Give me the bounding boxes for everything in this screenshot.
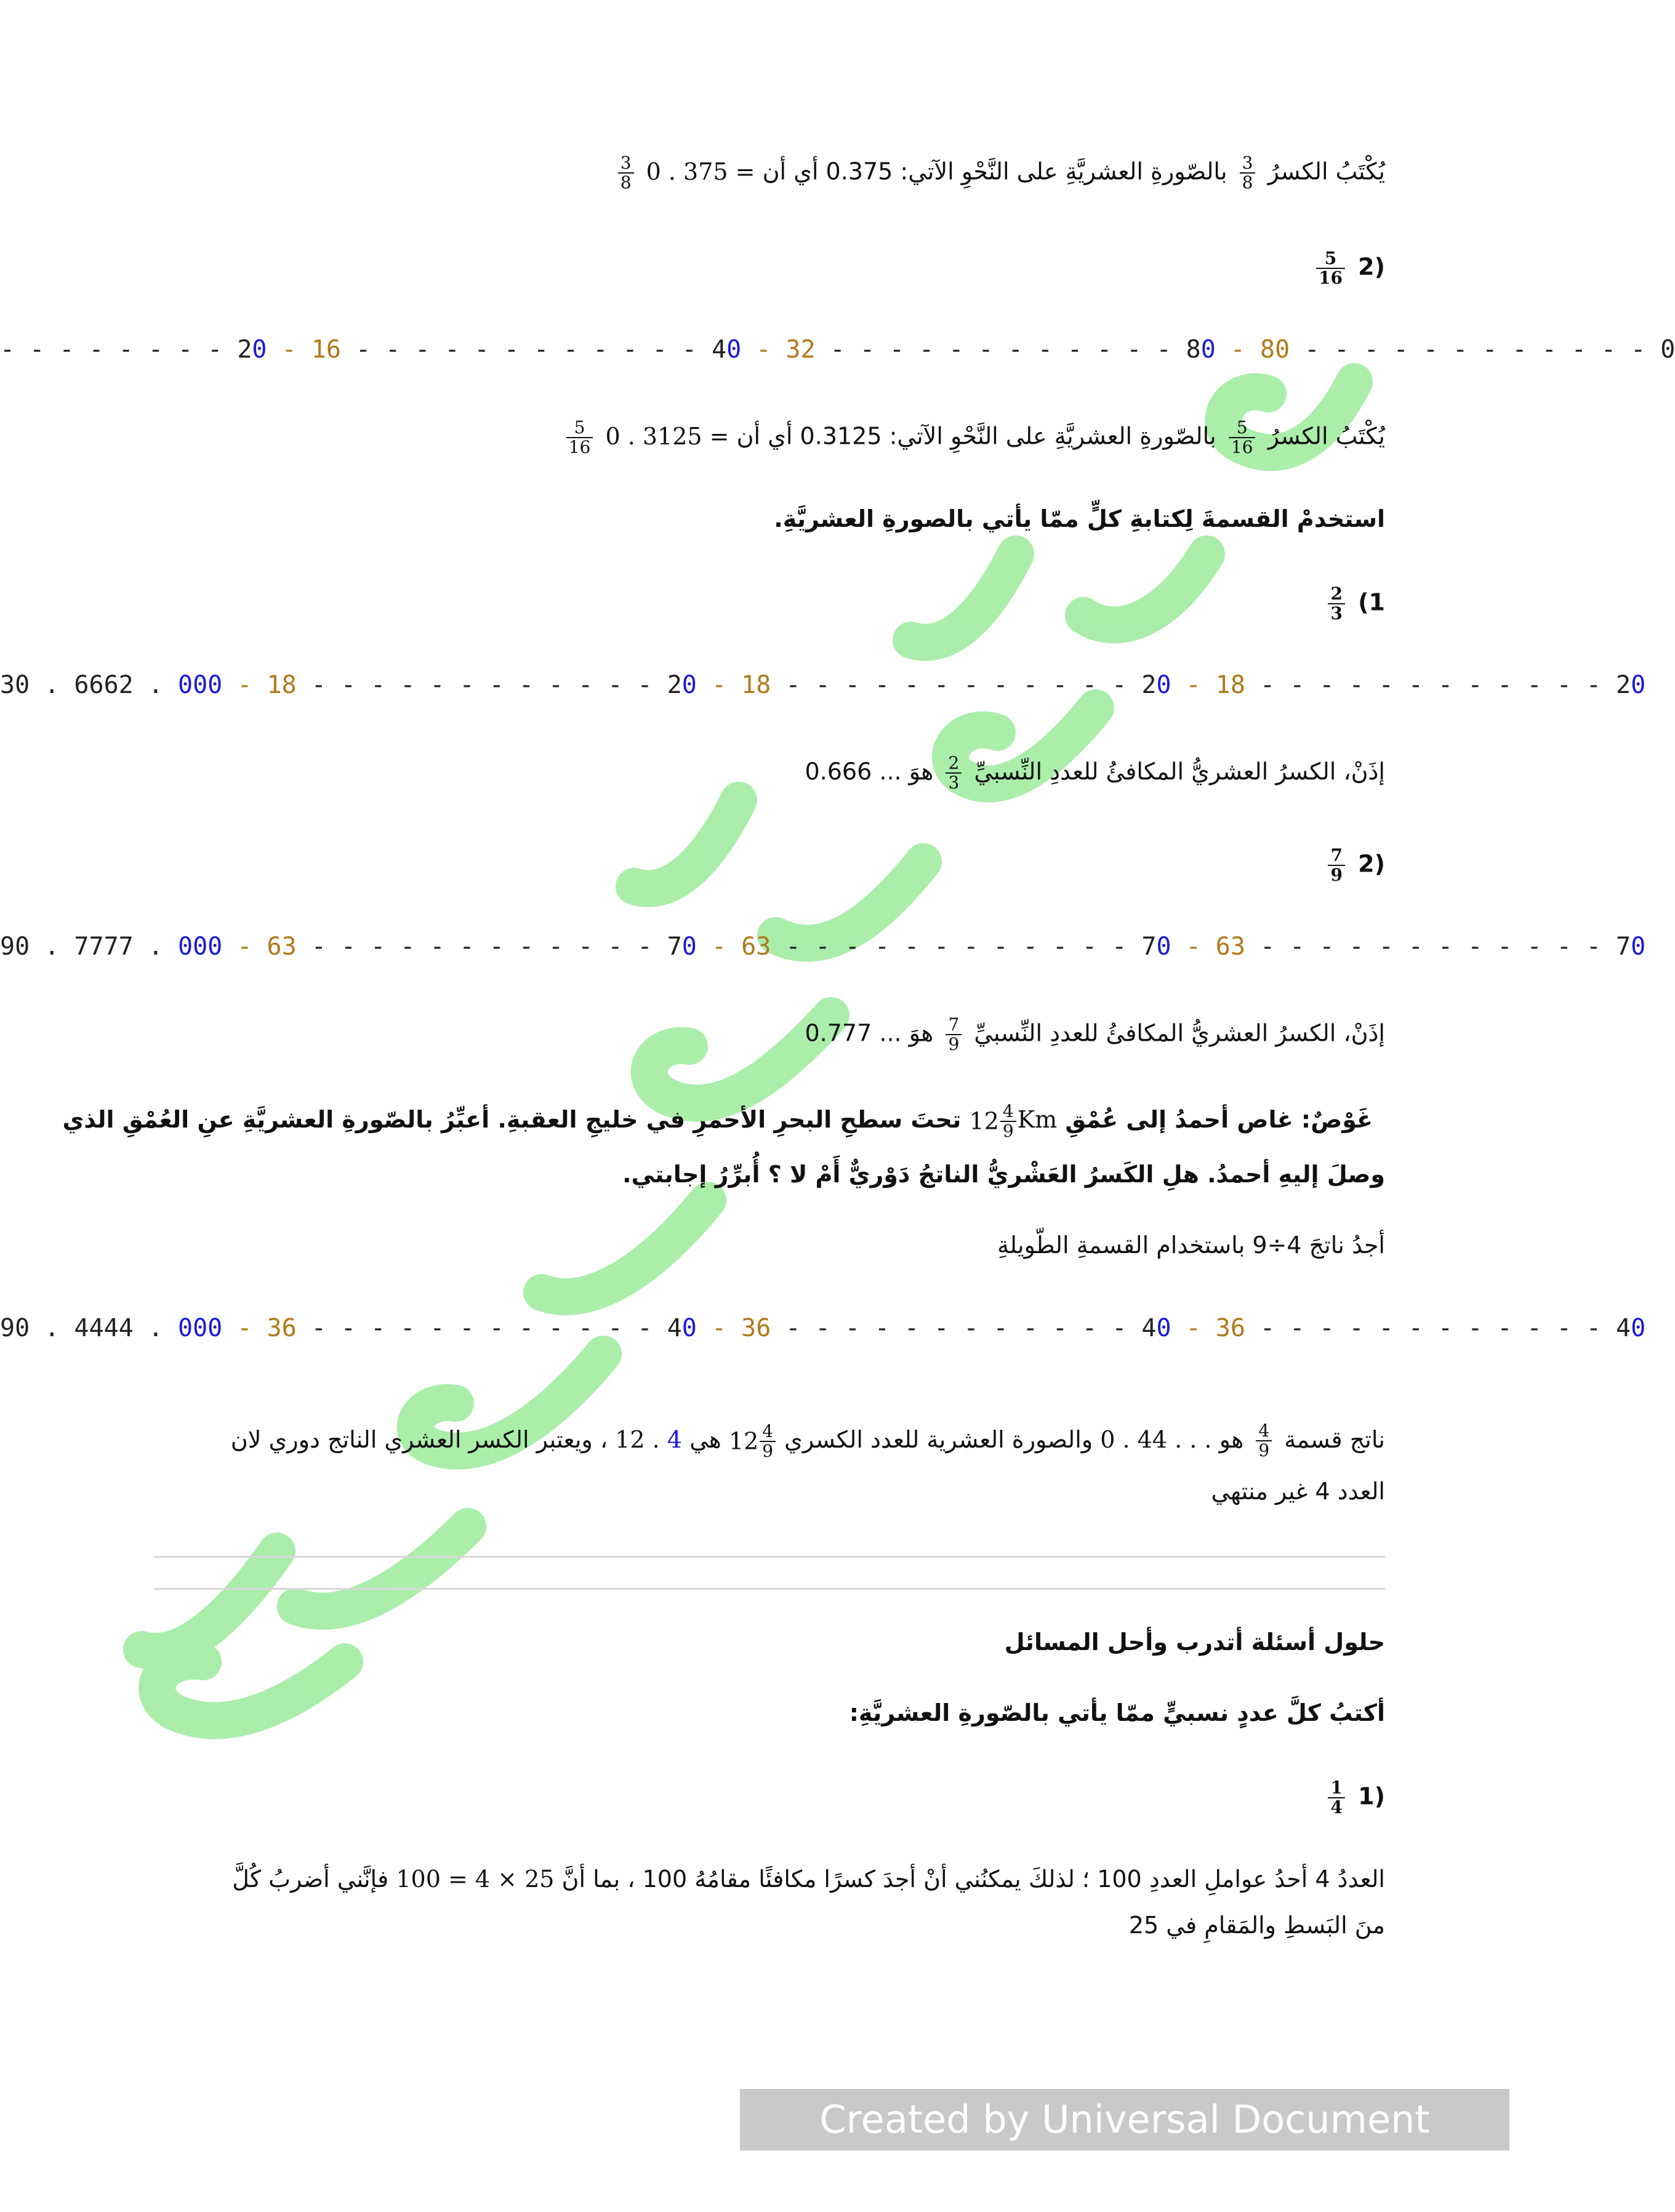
division-segment: 0 bbox=[681, 1314, 697, 1342]
explanation-line-3-8 bbox=[142, 154, 1385, 192]
division-segment: - - - - - - - - - - - - 0 bbox=[1290, 335, 1675, 364]
fraction-numerator: 2 bbox=[946, 754, 962, 774]
fraction-denominator: 9 bbox=[1258, 1440, 1270, 1461]
instruction-heading: استخدمْ القسمةَ لِكتابةِ كلٍّ ممّا يأتي بالصورةِ العشريَّةِ. bbox=[774, 505, 1385, 532]
decimal-part: 12 . bbox=[615, 1425, 660, 1453]
division-segment: - 18 bbox=[696, 671, 771, 699]
text-segment: تحتَ سطحِ البحرِ الأحمرِ في خليجِ العقبةِ. أعبِّرُ بالصّورةِ العشريَّةِ عنِ العُمْقِ الذي bbox=[62, 1105, 962, 1133]
text-segment: ، ويعتبر الكسر العشري الناتج دوري لان bbox=[230, 1425, 608, 1453]
text-segment: بالصّورةِ العشريَّةِ على النَّحْوِ الآتي: 0.375 أي أن bbox=[762, 158, 1227, 185]
division-segment: - - - - - - - - - - - - 4 bbox=[340, 335, 727, 364]
text-segment: هوَ ... 0.777 bbox=[805, 1019, 934, 1047]
division-segment: 0 bbox=[1631, 1314, 1646, 1342]
result-line bbox=[142, 754, 1385, 792]
division-segment: - 36 bbox=[696, 1314, 771, 1342]
fraction-numerator: 4 bbox=[1000, 1102, 1016, 1122]
fact-line-1 bbox=[154, 1862, 1385, 1896]
division-segment: 90 . 7777 . bbox=[0, 932, 178, 961]
mixed-number bbox=[729, 1422, 777, 1461]
division-segment: - 63 bbox=[696, 932, 771, 961]
fraction bbox=[946, 1016, 962, 1054]
fraction bbox=[1000, 1102, 1016, 1140]
fraction-numerator: 7 bbox=[946, 1016, 962, 1035]
fraction bbox=[1240, 154, 1256, 192]
division-segment: - 16 bbox=[267, 335, 341, 364]
fraction-denominator: 9 bbox=[1002, 1120, 1014, 1141]
division-segment: 0 bbox=[726, 335, 742, 364]
fraction-numerator: 3 bbox=[1240, 154, 1256, 174]
repeating-digit: 4 bbox=[667, 1425, 682, 1453]
division-segment: - 63 bbox=[222, 932, 297, 961]
long-division-row bbox=[0, 332, 1675, 367]
question-1-label bbox=[142, 585, 1385, 623]
question-number: (2 bbox=[1358, 253, 1385, 281]
fraction bbox=[618, 154, 634, 192]
division-segment: - 18 bbox=[222, 671, 297, 699]
fraction bbox=[1229, 419, 1256, 457]
fraction bbox=[1316, 249, 1345, 287]
division-segment: 000 bbox=[177, 1314, 223, 1342]
division-segment: 0 bbox=[1631, 932, 1646, 961]
text-segment: هوَ ... 0.666 bbox=[805, 758, 934, 785]
fraction-denominator: 16 bbox=[568, 437, 591, 457]
text-segment: العددُ 4 أحدُ عواملِ العددِ 100 ؛ لذلكَ يمكنُني أنْ أجدَ كسرًا مكافئًا مقامُهُ 100 ، بما أنَّ bbox=[561, 1865, 1385, 1893]
fraction-denominator: 4 bbox=[1330, 1797, 1343, 1817]
division-segment: 0 bbox=[1156, 1314, 1171, 1342]
decimal-value: 0 . 375 = bbox=[646, 158, 755, 185]
equation: 100 = 4 × 25 bbox=[396, 1865, 555, 1893]
fraction-numerator: 4 bbox=[1256, 1422, 1272, 1441]
division-segment: 0 bbox=[252, 335, 267, 364]
find-instruction: أجدُ ناتجَ 4÷9 باستخدام القسمةِ الطّويلةِ bbox=[997, 1232, 1385, 1259]
division-segment: - - - - - - - - - - - - 4 bbox=[1245, 1314, 1631, 1342]
fraction-numerator: 7 bbox=[1328, 846, 1344, 866]
conclusion-line-1 bbox=[154, 1422, 1385, 1461]
fact-line-2: منَ البَسطِ والمَقامِ في 25 bbox=[1128, 1912, 1385, 1939]
text-segment: يُكْتَبُ الكسرُ bbox=[1267, 422, 1385, 450]
divider bbox=[154, 1588, 1385, 1590]
text-segment: فإنَّني أضربُ كُلَّ bbox=[232, 1865, 389, 1893]
fraction-denominator: 8 bbox=[1242, 172, 1253, 193]
division-segment: - - - - - - - - - - - - 4 bbox=[296, 1314, 682, 1342]
division-segment: - - - - - - - - - - - - 8 bbox=[815, 335, 1201, 364]
division-segment: 0 bbox=[681, 671, 697, 699]
text-segment: إذَنْ، الكسرُ العشريُّ المكافئُ للعددِ النِّسبيِّ bbox=[974, 758, 1385, 785]
division-segment: - - - - - - - - 2 bbox=[0, 335, 252, 364]
fraction bbox=[566, 419, 593, 457]
division-segment: 0 bbox=[1156, 671, 1171, 699]
division-segment: 0 bbox=[1631, 671, 1646, 699]
question-2-label bbox=[142, 846, 1385, 884]
fraction-numerator: 5 bbox=[1316, 249, 1345, 269]
fraction-denominator: 9 bbox=[948, 1034, 960, 1054]
unit-label: Km bbox=[1017, 1105, 1058, 1133]
decimal-value: 0 . 44 . . . bbox=[1100, 1425, 1212, 1453]
division-segment: - - - - - - - - - - - - 7 bbox=[1245, 932, 1631, 961]
mixed-whole: 12 bbox=[728, 1427, 759, 1455]
fraction-numerator: 5 bbox=[1229, 419, 1256, 438]
division-segment: - 36 bbox=[1171, 1314, 1245, 1342]
division-segment: 30 . 6662 . bbox=[0, 671, 178, 699]
text-segment: ناتج قسمة bbox=[1284, 1425, 1385, 1453]
explanation-line-5-16 bbox=[142, 419, 1385, 457]
fraction bbox=[1328, 585, 1344, 623]
text-segment: والصورة العشرية للعدد الكسري bbox=[784, 1425, 1093, 1453]
result-line bbox=[142, 1016, 1385, 1054]
division-segment: - 80 bbox=[1215, 335, 1290, 364]
text-segment: إذَنْ، الكسرُ العشريُّ المكافئُ للعددِ النِّسبيِّ bbox=[974, 1019, 1385, 1047]
fraction bbox=[1328, 1779, 1344, 1817]
long-division-row bbox=[0, 929, 1646, 964]
question-number: (1 bbox=[1358, 1782, 1385, 1810]
division-segment: 90 . 4444 . bbox=[0, 1314, 178, 1342]
mixed-whole: 12 bbox=[969, 1107, 999, 1135]
mixed-number bbox=[970, 1102, 1018, 1140]
text-segment: يُكْتَبُ الكسرُ bbox=[1267, 158, 1385, 185]
depth-value bbox=[970, 1102, 1058, 1140]
divider bbox=[154, 1556, 1385, 1558]
division-segment: - - - - - - - - - - - - 2 bbox=[296, 671, 682, 699]
fraction-denominator: 3 bbox=[1330, 603, 1343, 623]
division-segment: - - - - - - - - - - - - 7 bbox=[296, 932, 682, 961]
division-segment: 0 bbox=[681, 932, 697, 961]
division-segment: - 32 bbox=[741, 335, 816, 364]
fraction-numerator: 2 bbox=[1328, 585, 1344, 604]
dive-problem-line-1 bbox=[62, 1100, 1373, 1141]
long-division-row bbox=[0, 668, 1646, 702]
question-number: (2 bbox=[1358, 850, 1385, 878]
division-segment: 000 bbox=[177, 671, 223, 699]
text-segment: هو bbox=[1219, 1425, 1244, 1453]
decimal-value: 0 . 3125 = bbox=[605, 422, 729, 450]
text-segment: هي bbox=[689, 1425, 721, 1453]
fraction-numerator: 5 bbox=[566, 419, 593, 438]
fraction-denominator: 8 bbox=[620, 172, 632, 193]
division-segment: - - - - - - - - - - - - 2 bbox=[771, 671, 1157, 699]
conclusion-line-2: العدد 4 غير منتهي bbox=[1211, 1478, 1385, 1505]
decimal-value bbox=[615, 1422, 682, 1457]
question-number: 1) bbox=[1358, 588, 1385, 616]
fraction-numerator: 4 bbox=[760, 1422, 776, 1442]
division-segment: - 36 bbox=[222, 1314, 297, 1342]
division-segment: - - - - - - - - - - - - 4 bbox=[771, 1314, 1157, 1342]
division-segment: - 18 bbox=[1171, 671, 1245, 699]
long-division-row bbox=[0, 1311, 1646, 1345]
text-segment: غَوْصٌ: غاص أحمدُ إلى عُمْقِ bbox=[1065, 1105, 1373, 1133]
question-2-label bbox=[142, 249, 1385, 287]
fraction-denominator: 9 bbox=[1330, 865, 1343, 885]
fraction-numerator: 3 bbox=[618, 154, 634, 174]
fraction bbox=[1256, 1422, 1272, 1460]
fraction bbox=[946, 754, 962, 792]
division-segment: 0 bbox=[1156, 932, 1171, 961]
converter-watermark-banner: Created by Universal Document Converter bbox=[740, 2089, 1509, 2150]
division-segment: - - - - - - - - - - - - 7 bbox=[771, 932, 1157, 961]
fraction-denominator: 3 bbox=[948, 772, 960, 793]
text-segment: بالصّورةِ العشريَّةِ على النَّحْوِ الآتي: 0.3125 أي أن bbox=[736, 422, 1216, 450]
fraction-numerator: 1 bbox=[1328, 1779, 1344, 1798]
division-segment: 000 bbox=[177, 932, 223, 961]
division-segment: 0 bbox=[1200, 335, 1216, 364]
exercise-instruction: أكتبُ كلَّ عددٍ نسبيٍّ ممّا يأتي بالصّورةِ العشريَّةِ: bbox=[849, 1699, 1385, 1726]
fraction-denominator: 16 bbox=[1231, 437, 1253, 457]
section-heading: حلول أسئلة أتدرب وأحل المسائل bbox=[1004, 1629, 1385, 1656]
division-segment: - 63 bbox=[1171, 932, 1245, 961]
question-1-label bbox=[142, 1779, 1385, 1817]
fraction-denominator: 9 bbox=[762, 1440, 774, 1461]
division-segment: - - - - - - - - - - - - 2 bbox=[1245, 671, 1631, 699]
fraction bbox=[760, 1422, 776, 1461]
fraction-denominator: 16 bbox=[1318, 268, 1343, 288]
fraction bbox=[1328, 846, 1344, 884]
dive-problem-line-2: وصلَ إليهِ أحمدُ. هلِ الكَسرُ العَشْريُّ الناتجُ دَوْريٌّ أَمْ لا ؟ أُبرِّرُ إجابتي. bbox=[622, 1161, 1385, 1188]
